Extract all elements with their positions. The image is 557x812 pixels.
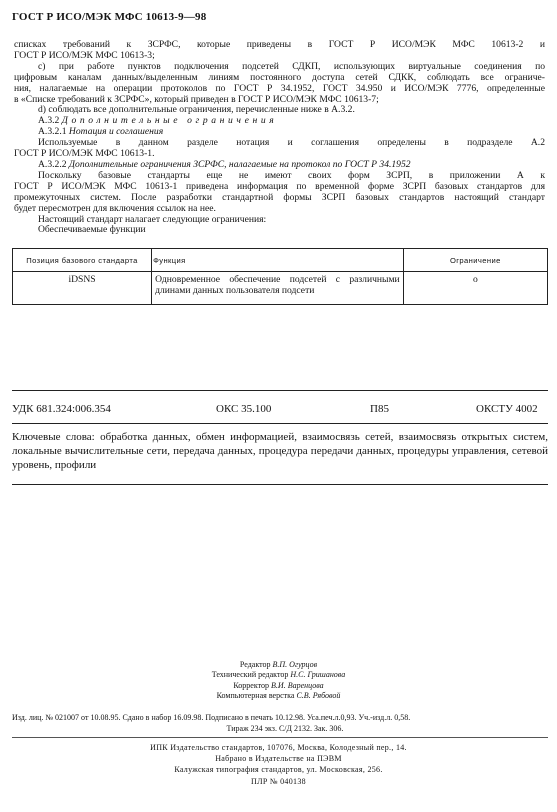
credit-line [0, 670, 557, 680]
paragraph: цифровым каналам данных/выделенным линиям постоянного доступа сетей СДКК, соблюдать все ограниче- [14, 71, 545, 83]
credit-role: Редактор [239, 660, 271, 669]
section-number: А.3.2.2 [38, 158, 67, 170]
publisher-line: ИПК Издательство стандартов, 107076, Москва, Колодезный пер., 14. [150, 743, 407, 752]
p-code: П85 [370, 403, 389, 415]
credit-name: Н.С. Гришанова [290, 670, 346, 680]
paragraph: ния, налагаемые на операции протоколов по ГОСТ Р 34.1952, ГОСТ 34.950 и ИСО/МЭК 7776, определенные [14, 82, 545, 94]
table-cell: Одновременное обеспечение подсетей с различными длинами данных пользователя подсети [152, 272, 404, 305]
credit-name: С.В. Рябовой [296, 691, 341, 701]
paragraph: ГОСТ Р ИСО/МЭК МФС 10613-3; [14, 49, 155, 61]
paragraph: Настоящий стандарт налагает следующие ограничения: [38, 213, 267, 225]
table-cell: о [403, 272, 547, 305]
imprint-line: Изд. лиц. № 021007 от 10.08.95. Сдано в набор 16.09.98. Подписано в печать 10.12.98. Уса.печ.л.0,93. Уч.-изд.л. 0,58. [12, 713, 411, 722]
paragraph: в «Списке требований к ЗСРФС», который приведен в ГОСТ Р ИСО/МЭК МФС 10613-7; [14, 93, 379, 105]
paragraph: промежуточных систем. После разработки стандартной формы ЗСРП базовых стандартов настоящий стандарт [14, 191, 545, 203]
imprint-line: Тираж 234 экз. С/Д 2132. Зак. 306. [226, 723, 344, 733]
body-text [14, 40, 545, 236]
divider [12, 423, 548, 424]
credit-line [0, 691, 557, 701]
column-header: Позиция базового стандарта [13, 249, 152, 272]
table-row [13, 272, 548, 305]
paragraph: списках требований к ЗСРФС, которые приведены в ГОСТ Р ИСО/МЭК МФС 10613-2 и [14, 39, 545, 50]
column-header: Функция [152, 249, 404, 272]
table-header-row [13, 249, 548, 272]
credit-name: В.И. Варенцова [271, 680, 324, 690]
imprint [12, 713, 520, 734]
column-header: Ограничение [403, 249, 547, 272]
divider [12, 737, 548, 738]
section-title: Дополнительные ограничения ЗСРФС, налагаемые на протокол по ГОСТ Р 34.1952 [68, 158, 411, 170]
section-title: Нотация и соглашения [68, 126, 164, 138]
credit-role: Технический редактор [211, 670, 289, 680]
credit-role: Корректор [233, 680, 270, 690]
table-cell: iDSNS [13, 272, 152, 305]
paragraph: Используемые в данном разделе нотация и соглашения определены в подразделе А.2 [38, 137, 545, 149]
credit-name: В.П. Огурцов [272, 660, 318, 669]
keywords: Ключевые слова: обработка данных, обмен информацией, взаимосвязь сетей, взаимосвязь открытых систем, локальные вычислительные сети, передача данных, процедура передачи данных, процедуры управления, сетевой уровень, профили [12, 431, 548, 472]
section-title: Дополнительные ограничения [61, 115, 278, 127]
publisher-info [0, 742, 557, 787]
credit-role: Компьютерная верстка [216, 691, 295, 701]
section-number: А.3.2.1 [38, 126, 67, 138]
paragraph: c) при работе пунктов подключения подсетей СДКП, использующих виртуальные соединения по [38, 60, 545, 72]
okstu-code: ОКСТУ 4002 [476, 403, 538, 415]
paragraph: будет пересмотрен для включения ссылок на нее. [14, 202, 216, 214]
restrictions-table [12, 248, 548, 305]
credits [0, 660, 557, 702]
publisher-line: Калужская типография стандартов, ул. Московская, 256. [174, 765, 383, 775]
credit-line [0, 660, 557, 670]
section-number: А.3.2 [38, 115, 60, 127]
divider [12, 390, 548, 391]
paragraph: Поскольку базовые стандарты еще не имеют своих форм ЗСРП, в приложении А к [38, 169, 545, 181]
publisher-line: ПЛР № 040138 [251, 776, 306, 786]
paragraph: ГОСТ Р ИСО/МЭК МФС 10613-1 приведена информация по временной форме ЗСРП базовых стандартов для [14, 180, 545, 192]
page-header: ГОСТ Р ИСО/МЭК МФС 10613-9—98 [12, 11, 207, 23]
divider [12, 484, 548, 485]
paragraph: d) соблюдать все дополнительные ограничения, перечисленные ниже в А.3.2. [38, 104, 355, 116]
udk-code: УДК 681.324:006.354 [12, 403, 111, 415]
oks-code: ОКС 35.100 [216, 403, 272, 415]
paragraph: Обеспечиваемые функции [38, 224, 146, 236]
publisher-line: Набрано в Издательстве на ПЭВМ [215, 754, 342, 764]
credit-line [0, 681, 557, 691]
paragraph: ГОСТ Р ИСО/МЭК МФС 10613-1. [14, 148, 155, 160]
